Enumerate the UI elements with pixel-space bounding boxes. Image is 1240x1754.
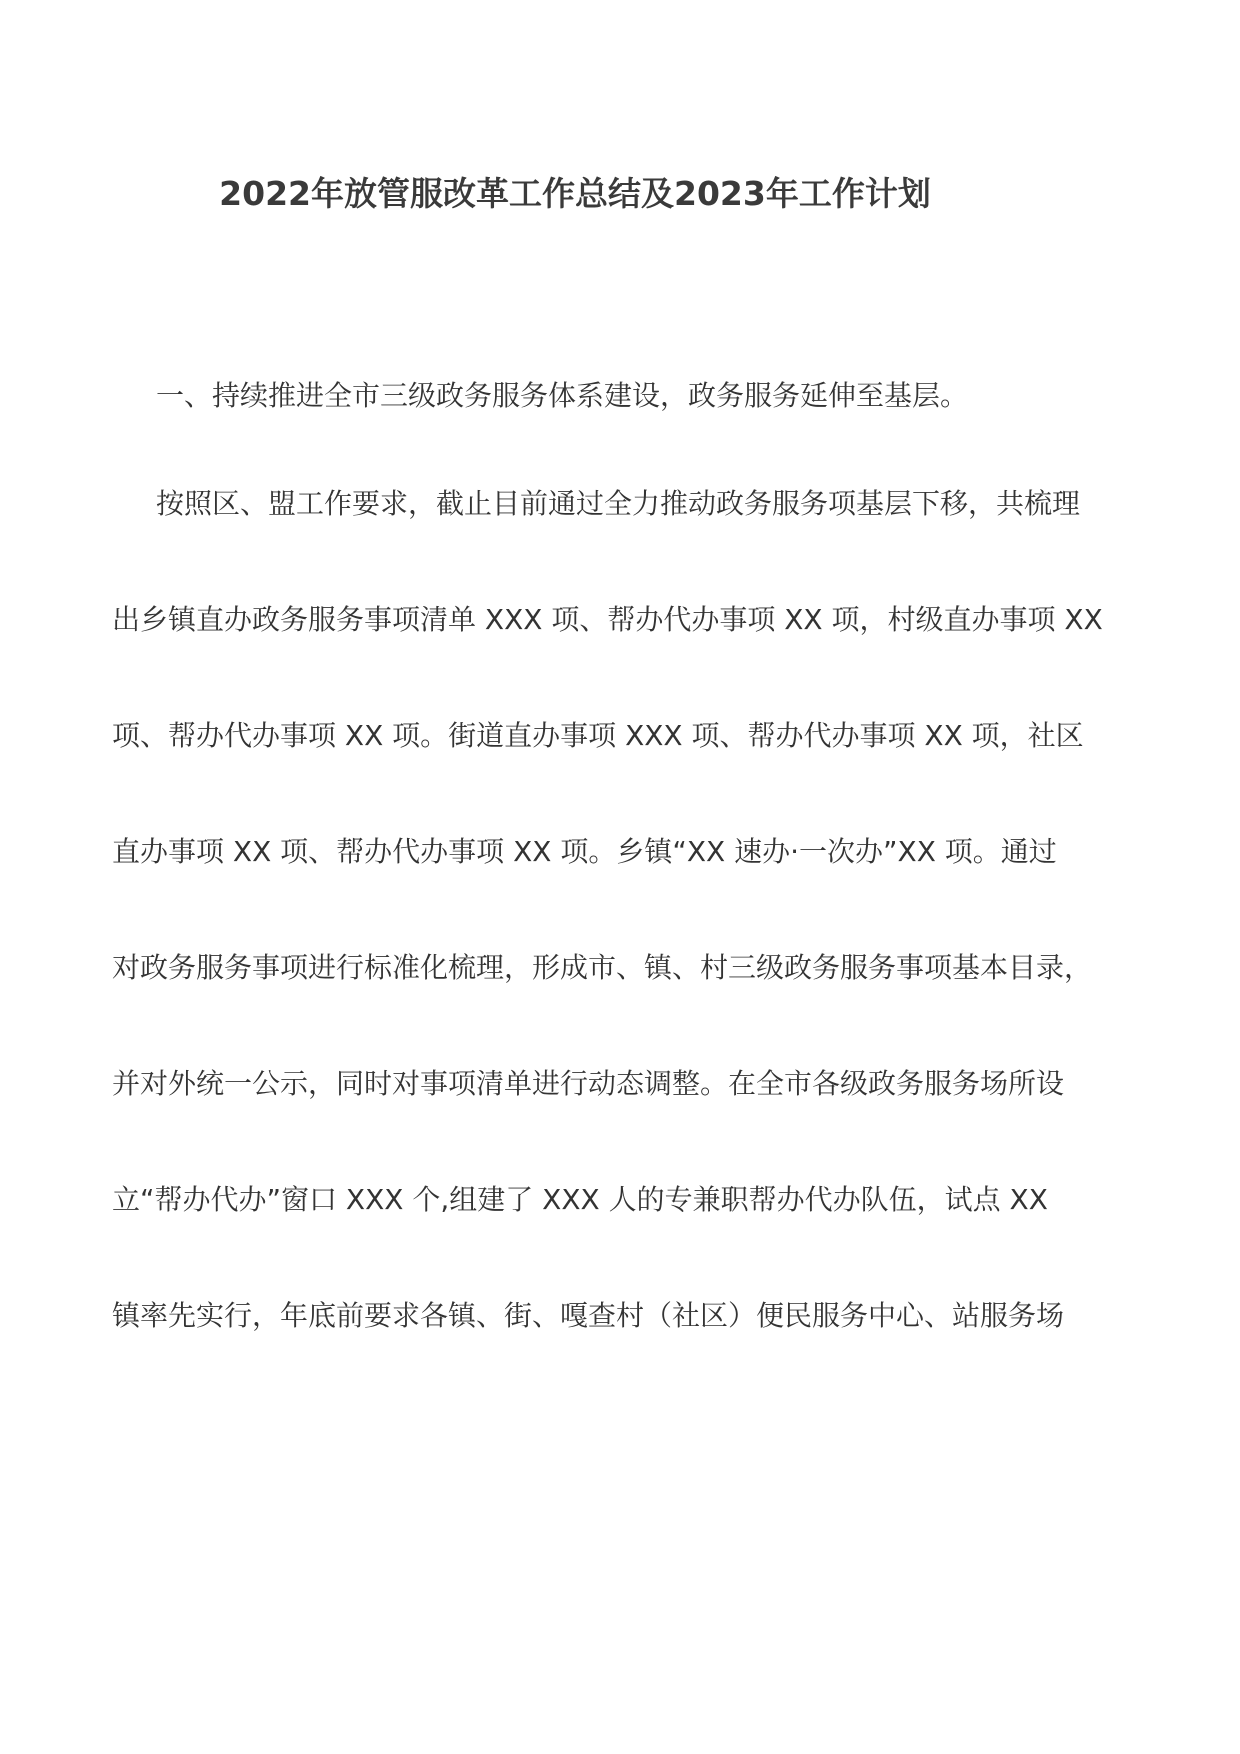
paragraph-line: 出乡镇直办政务服务事项清单 XXX 项、帮办代办事项 XX 项，村级直办事项 XX <box>112 603 1103 636</box>
paragraph-line: 直办事项 XX 项、帮办代办事项 XX 项。乡镇“XX 速办·一次办”XX 项。通过 <box>112 835 1057 868</box>
paragraph-line: 立“帮办代办”窗口 XXX 个,组建了 XXX 人的专兼职帮办代办队伍，试点 XX <box>112 1183 1048 1216</box>
section-heading: 一、持续推进全市三级政务服务体系建设，政务服务延伸至基层。 <box>156 379 969 412</box>
paragraph-line: 对政务服务事项进行标准化梳理，形成市、镇、村三级政务服务事项基本目录， <box>112 951 1093 984</box>
paragraph-line: 项、帮办代办事项 XX 项。街道直办事项 XXX 项、帮办代办事项 XX 项，社区 <box>112 719 1084 752</box>
paragraph-line: 并对外统一公示，同时对事项清单进行动态调整。在全市各级政务服务场所设 <box>112 1067 1065 1100</box>
paragraph-line: 按照区、盟工作要求，截止目前通过全力推动政务服务项基层下移，共梳理 <box>156 487 1081 520</box>
paragraph-line: 镇率先实行，年底前要求各镇、街、嘎查村（社区）便民服务中心、站服务场 <box>112 1299 1065 1332</box>
document-title: 2022年放管服改革工作总结及2023年工作计划 <box>219 174 931 213</box>
